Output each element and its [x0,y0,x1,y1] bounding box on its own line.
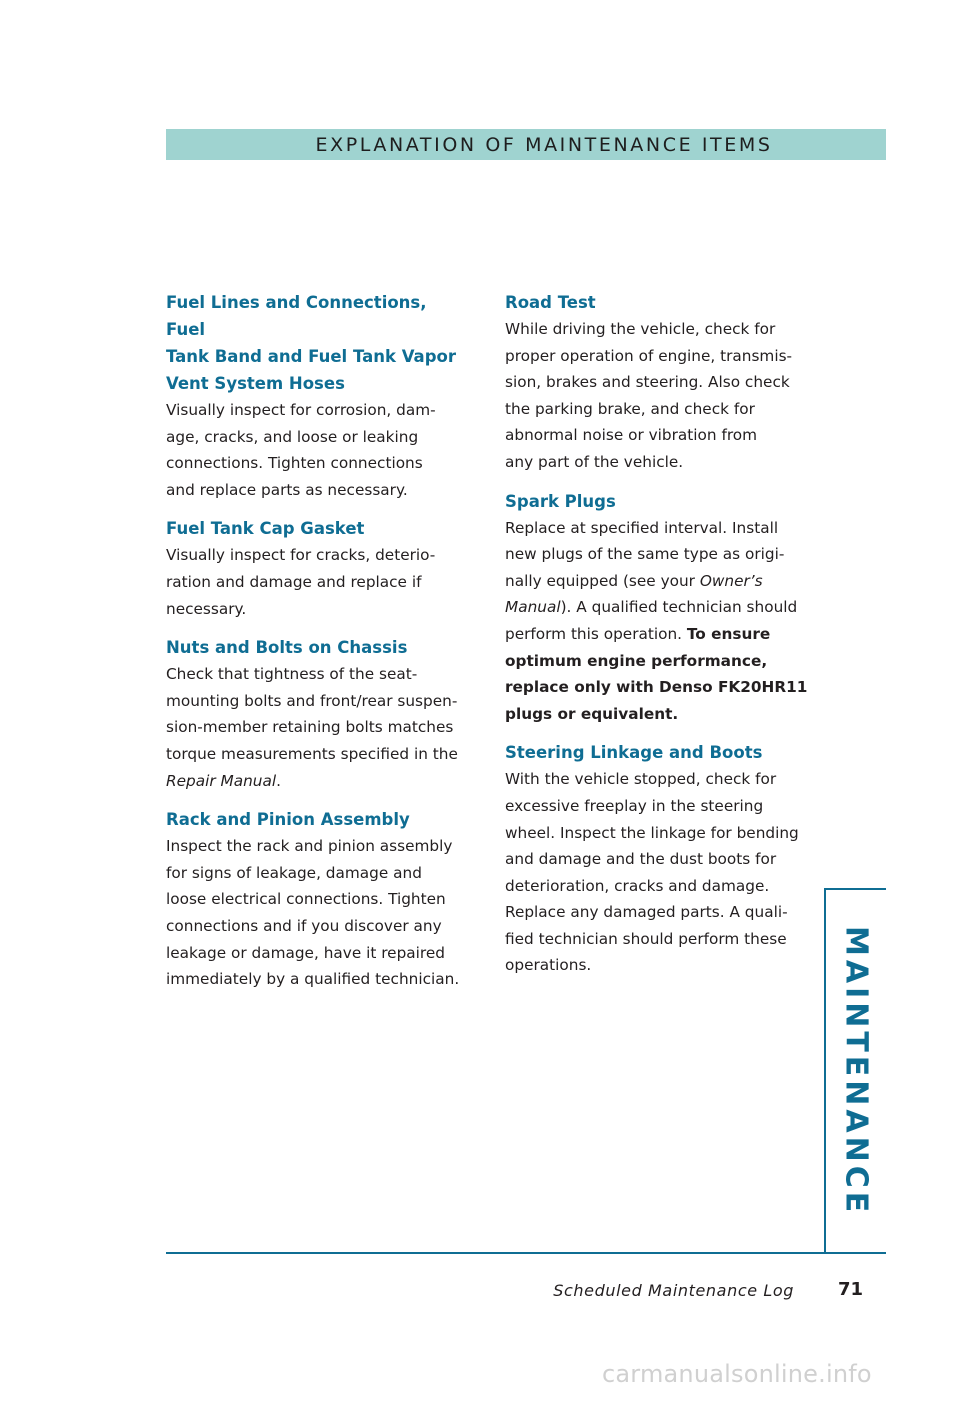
section-heading: Fuel Lines and Connections, Fuel Tank Band and Fuel Tank Vapor Vent System Hoses [166,293,456,393]
section-heading: Nuts and Bolts on Chassis [166,638,408,658]
footer-rule [166,1252,886,1254]
section-body: Visually inspect for cracks, deterio- ration and damage and replace if necessary. [166,546,436,618]
side-tab-maintenance [826,890,886,1252]
owners-manual-reference: Owner’s [699,571,763,590]
section-body: Visually inspect for corrosion, dam- age, cracks, and loose or leaking connections. Tighten connections and replace parts as necessary. [166,401,436,499]
right-column [505,289,808,991]
repair-manual-reference: Repair Manual [166,771,277,790]
section-fuel-lines [166,289,466,503]
section-nuts-bolts [166,634,466,794]
footer-title: Scheduled Maintenance Log [553,1281,794,1300]
section-body: Check that tightness of the seat- mounting bolts and front/rear suspen- sion-member retaining bolts matches torque measurements specified in the Repair Manual. [166,665,458,790]
section-heading: Fuel Tank Cap Gasket [166,519,365,539]
section-body: While driving the vehicle, check for proper operation of engine, transmis- sion, brakes and steering. Also check the parking brake, and check for abnormal noise or vibration from any part of the vehicle. [505,320,793,471]
section-fuel-tank-cap [166,515,466,622]
section-heading: Steering Linkage and Boots [505,743,763,763]
section-heading: Spark Plugs [505,491,616,511]
page-header-title: EXPLANATION OF MAINTENANCE ITEMS [315,134,773,156]
section-heading: Road Test [505,293,596,312]
side-tab-label: MAINTENANCE [838,925,874,1217]
section-heading: Rack and Pinion Assembly [166,810,410,830]
left-column [166,289,466,1005]
page-number: 71 [838,1279,864,1300]
section-body: Inspect the rack and pinion assembly for signs of leakage, damage and loose electrical connections. Tighten connections and if you discover any leakage or damage, have it repaired immediately by a qualified technician. [166,837,460,989]
section-steering-linkage [505,739,805,979]
watermark: carmanualsonline.info [602,1360,872,1388]
spark-plug-note: To ensure [686,624,771,643]
section-body: With the vehicle stopped, check for excessive freeplay in the steering wheel. Inspect the linkage for bending and damage and the dust boots for deterioration, cracks and damage. Replace any damaged parts. A quali- fied technician should perform these operations. [505,770,799,975]
section-spark-plugs [505,488,808,728]
section-road-test [505,289,805,476]
section-body: Replace at specified interval. Install new plugs of the same type as origi- nally equipped (see your Owner’s Manual). A qualified technician should perform this operation. To ensure optimum engine performance, replace only with Denso FK20HR11 plugs or equivalent. [505,518,808,723]
section-rack-pinion [166,806,466,993]
